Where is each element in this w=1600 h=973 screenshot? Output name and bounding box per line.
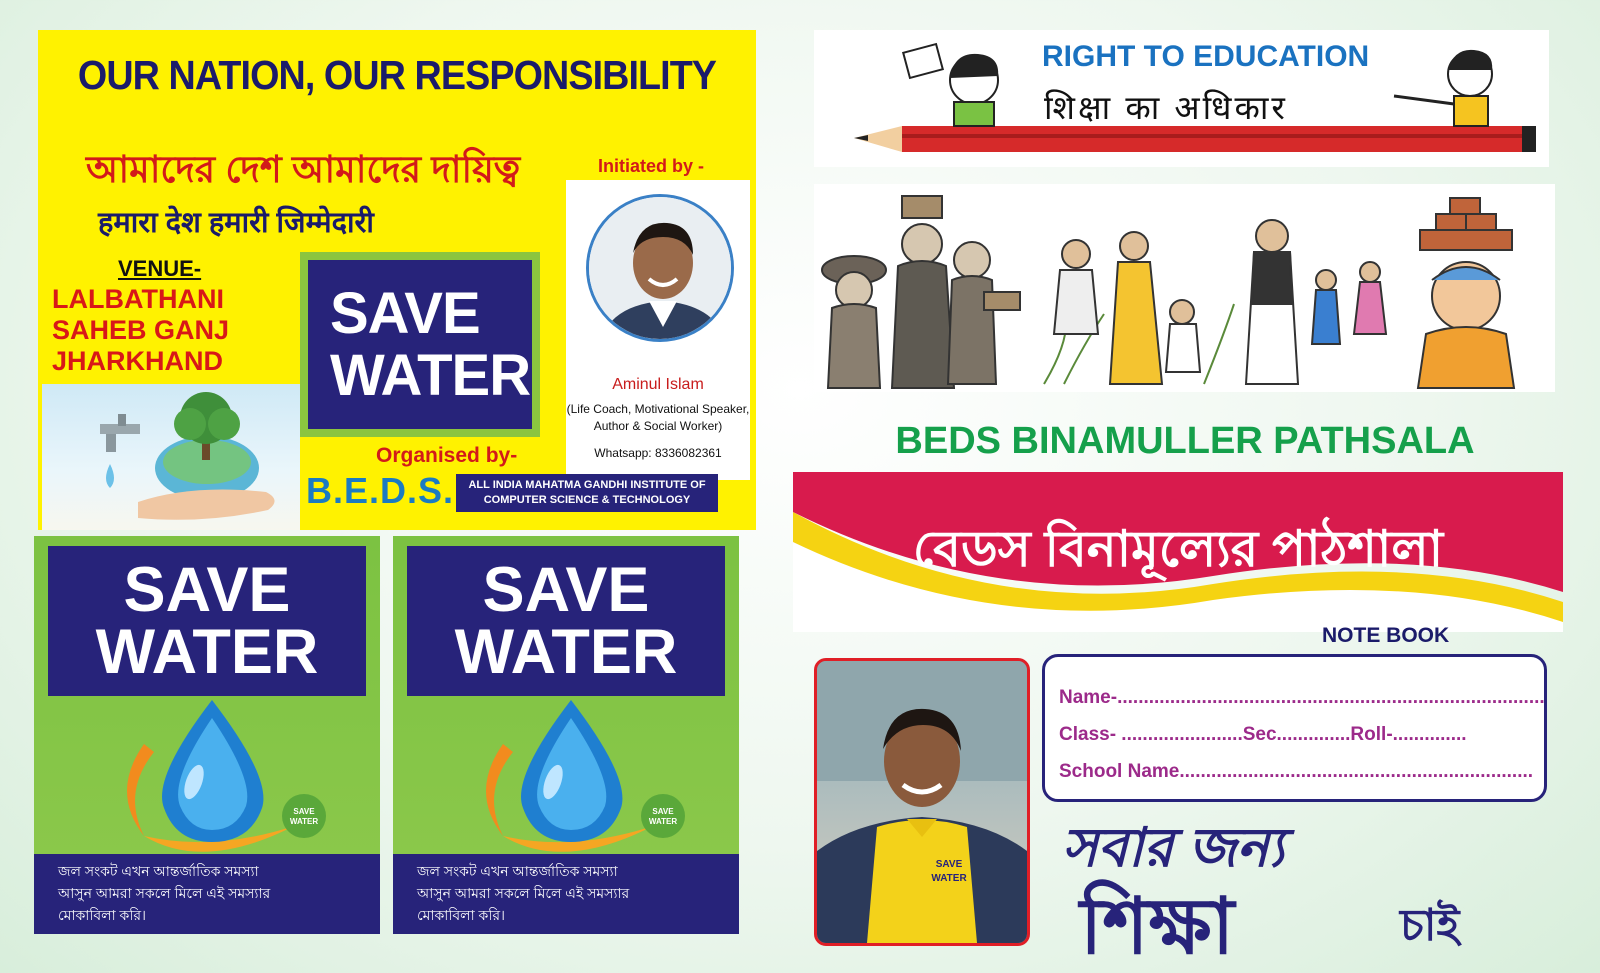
rte-title-english: RIGHT TO EDUCATION [1042,40,1370,73]
save-word: SAVE [123,555,291,625]
badge-text: WATER [648,817,678,826]
water-word: WATER [95,617,319,687]
water-word: WATER [454,617,678,687]
save-word: SAVE [330,280,480,346]
initiator-photo [586,194,734,342]
save-water-card [393,536,739,934]
save-word: SAVE [482,555,650,625]
venue-line: JHARKHAND [52,346,224,376]
slogan-line-2: শিক্ষা [1080,882,1235,970]
notebook-name-form [1042,654,1547,802]
water-drop-logo [463,696,693,856]
initiated-by-label: Initiated by - [598,156,705,176]
beds-logo: B.E.D.S. [306,470,455,511]
poster-heading-hindi: हमारा देश हमारी जिम्मेदारी [98,207,374,239]
message-line: আসুন আমরা সকলে মিলে এই সমস্যার [417,885,630,901]
poster-save-water-box [300,252,540,437]
class-sec-roll-field[interactable]: Class- .......................Sec..............Roll-.............. [1059,724,1467,745]
initiator-role: (Life Coach, Motivational Speaker, Author & Social Worker) [566,402,750,433]
poster-heading-bengali: আমাদের দেশ আমাদের দায়িত্ব [86,149,521,190]
slogan-line-1: সবার জন্য [1062,818,1285,878]
rte-title-hindi: शिक्षा का अधिकार [1044,89,1288,126]
initiator-card [566,180,750,480]
shirt-text: SAVE [935,859,963,870]
venue-address [52,284,229,377]
water-word: WATER [330,342,531,408]
initiator-name: Aminul Islam [612,376,704,393]
badge-text: WATER [289,817,319,826]
water-crisis-message [393,854,739,934]
school-name-field[interactable]: School Name................................................................... [1059,761,1534,782]
save-water-title [48,546,366,696]
pathsala-title-bengali: বেডস বিনামূল্যের পাঠশালা [912,521,1444,577]
organised-by-label: Organised by- [376,444,518,467]
message-line: জল সংকট এখন আন্তর্জাতিক সমস্যা [58,863,259,879]
badge-text: SAVE [293,807,315,816]
badge-text: SAVE [652,807,674,816]
slogan-line-3: চাই [1400,901,1460,950]
message-line: মোকাবিলা করি। [58,907,147,923]
venue-label: VENUE- [118,256,202,281]
message-line: মোকাবিলা করি। [417,907,506,923]
founder-photo [814,658,1030,946]
pathsala-title-english: BEDS BINAMULLER PATHSALA [895,420,1475,462]
venue-line: SAHEB GANJ [52,315,230,345]
venue-line: LALBATHANI [52,284,224,314]
notebook-label: NOTE BOOK [1322,624,1450,647]
right-to-education-banner [814,30,1549,167]
save-water-title [407,546,725,696]
water-crisis-message [34,854,380,934]
message-line: জল সংকট এখন আন্তর্জাতিক সমস্যা [417,863,618,879]
message-line: আসুন আমরা সকলে মিলে এই সমস্যার [58,885,271,901]
save-water-card [34,536,380,934]
save-water-poster [38,30,756,530]
pathsala-ribbon [793,472,1563,632]
name-field[interactable]: Name-................................................................................. [1059,687,1545,708]
institute-name: ALL INDIA MAHATMA GANDHI INSTITUTE OF COMPUTER SCIENCE & TECHNOLOGY [456,474,718,512]
child-labour-illustration [814,184,1555,392]
shirt-text: WATER [931,873,967,884]
water-drop-logo [104,696,334,856]
poster-heading-english: OUR NATION, OUR RESPONSIBILITY [77,52,717,98]
initiator-whatsapp: Whatsapp: 8336082361 [594,446,722,460]
tap-tree-hand-illustration [42,384,300,530]
